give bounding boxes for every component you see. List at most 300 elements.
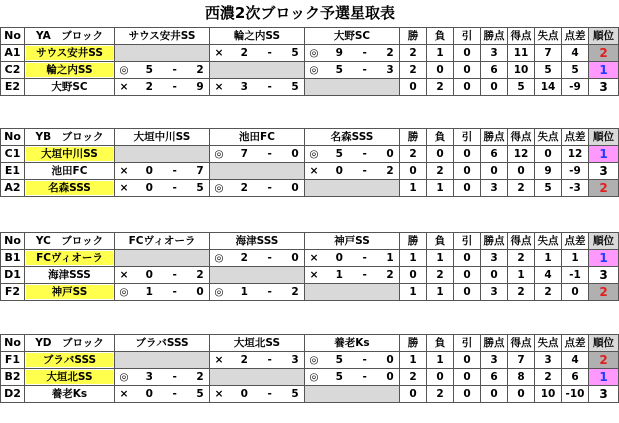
header-gf: 得点	[508, 233, 535, 250]
stat-cell: 0	[454, 79, 481, 96]
header-pts: 勝点	[481, 335, 508, 352]
page-title: 西濃2次ブロック予選星取表	[204, 4, 396, 22]
header-rank: 順位	[589, 335, 619, 352]
stat-cell: 0	[427, 146, 454, 163]
score-separator: -	[267, 182, 272, 194]
match-result	[305, 163, 400, 180]
column-team: 大垣北SS	[210, 335, 305, 352]
result-mark: ◎	[309, 371, 319, 383]
stat-cell: 0	[481, 163, 508, 180]
stat-cell: 1	[400, 180, 427, 197]
score-separator: -	[172, 165, 177, 177]
result-mark: ×	[214, 81, 224, 93]
stat-cell: 0	[535, 146, 562, 163]
stat-cell: 0	[454, 180, 481, 197]
score-value: 5	[196, 182, 204, 194]
score-value: 0	[335, 165, 343, 177]
score-value: 2	[196, 269, 204, 281]
stat-cell: 3	[481, 45, 508, 62]
score-separator: -	[362, 354, 367, 366]
header-row	[1, 233, 619, 250]
team-no: F1	[1, 352, 25, 369]
score-separator: -	[267, 252, 272, 264]
column-team: 大野SC	[305, 28, 400, 45]
match-result	[210, 352, 305, 369]
stat-cell: 2	[400, 369, 427, 386]
score-value: 2	[240, 182, 248, 194]
team-no: C2	[1, 62, 25, 79]
header-ga: 失点	[535, 233, 562, 250]
stat-cell: 7	[535, 45, 562, 62]
column-team: FCヴィオーラ	[115, 233, 210, 250]
stat-cell: 3	[535, 352, 562, 369]
score-value: 0	[386, 354, 394, 366]
self-cell	[115, 45, 210, 62]
stat-cell: 9	[535, 163, 562, 180]
team-row	[1, 163, 619, 180]
header-rank: 順位	[589, 233, 619, 250]
team-row	[1, 250, 619, 267]
match-score	[305, 45, 399, 61]
header-gf: 得点	[508, 28, 535, 45]
header-draw: 引	[454, 129, 481, 146]
result-mark: ◎	[309, 47, 319, 59]
stat-cell: 2	[400, 146, 427, 163]
stat-cell: 10	[535, 386, 562, 403]
match-score	[115, 386, 209, 402]
score-value: 2	[145, 81, 153, 93]
result-mark: ◎	[309, 148, 319, 160]
stat-cell: 7	[508, 352, 535, 369]
team-no: B2	[1, 369, 25, 386]
score-separator: -	[172, 64, 177, 76]
result-mark: ×	[309, 269, 319, 281]
match-result	[305, 369, 400, 386]
rank-badge: 3	[589, 267, 619, 284]
match-score	[115, 180, 209, 196]
column-team: 名森SSS	[305, 129, 400, 146]
result-mark: ◎	[214, 182, 224, 194]
stat-cell: 3	[481, 180, 508, 197]
rank-badge: 3	[589, 163, 619, 180]
score-separator: -	[362, 371, 367, 383]
score-value: 0	[291, 252, 299, 264]
header-ga: 失点	[535, 28, 562, 45]
match-score	[210, 352, 304, 368]
self-cell	[115, 352, 210, 369]
result-mark: ×	[119, 165, 129, 177]
team-no: D2	[1, 386, 25, 403]
stat-cell: 0	[481, 79, 508, 96]
stat-cell: 0	[400, 163, 427, 180]
header-no: No	[1, 28, 25, 45]
team-row	[1, 45, 619, 62]
team-name	[25, 386, 115, 403]
score-value: 2	[291, 286, 299, 298]
match-result	[115, 284, 210, 301]
score-value: 7	[196, 165, 204, 177]
score-value: 2	[240, 252, 248, 264]
score-value: 1	[145, 286, 153, 298]
rank-badge: 3	[589, 386, 619, 403]
team-name-label: ブラバSSS	[26, 353, 113, 367]
score-separator: -	[172, 182, 177, 194]
stat-cell: 1	[427, 250, 454, 267]
score-separator: -	[172, 286, 177, 298]
match-result	[210, 79, 305, 96]
stat-cell: 6	[562, 369, 589, 386]
match-result	[115, 163, 210, 180]
stat-cell: -1	[562, 267, 589, 284]
self-cell	[115, 250, 210, 267]
stat-cell: 0	[427, 62, 454, 79]
team-no: D1	[1, 267, 25, 284]
score-value: 1	[386, 252, 394, 264]
stat-cell: 0	[454, 369, 481, 386]
stat-cell: 1	[535, 250, 562, 267]
column-team: 池田FC	[210, 129, 305, 146]
header-row	[1, 129, 619, 146]
score-value: 5	[335, 371, 343, 383]
stat-cell: 0	[454, 250, 481, 267]
stat-cell: 1	[427, 352, 454, 369]
result-mark: ◎	[214, 252, 224, 264]
team-row	[1, 180, 619, 197]
rank-badge: 2	[589, 352, 619, 369]
match-result	[305, 45, 400, 62]
rank-badge: 1	[589, 62, 619, 79]
stat-cell: 10	[508, 62, 535, 79]
block-name: YC ブロック	[25, 233, 115, 250]
match-result	[210, 386, 305, 403]
stat-cell: 2	[427, 386, 454, 403]
stat-cell: 1	[427, 180, 454, 197]
match-score	[305, 163, 399, 179]
result-mark: ◎	[214, 286, 224, 298]
score-value: 0	[335, 252, 343, 264]
header-lose: 負	[427, 28, 454, 45]
match-result	[210, 146, 305, 163]
team-name-label: 神戸SS	[26, 285, 113, 299]
stat-cell: 2	[400, 62, 427, 79]
stat-cell: 4	[562, 352, 589, 369]
block-table-yd	[0, 334, 619, 403]
header-pts: 勝点	[481, 28, 508, 45]
match-result	[115, 62, 210, 79]
score-value: 1	[240, 286, 248, 298]
header-pts: 勝点	[481, 233, 508, 250]
stat-cell: 1	[400, 250, 427, 267]
score-value: 0	[386, 371, 394, 383]
team-no: C1	[1, 146, 25, 163]
stat-cell: 5	[508, 79, 535, 96]
team-name-label: 海津SSS	[48, 269, 91, 281]
score-value: 5	[196, 388, 204, 400]
stat-cell: 0	[427, 369, 454, 386]
match-score	[305, 62, 399, 78]
stat-cell: -9	[562, 163, 589, 180]
score-value: 3	[386, 64, 394, 76]
match-result	[115, 79, 210, 96]
header-gf: 得点	[508, 129, 535, 146]
result-mark: ◎	[119, 371, 129, 383]
header-lose: 負	[427, 233, 454, 250]
column-team: 輪之内SS	[210, 28, 305, 45]
team-name	[25, 369, 115, 386]
result-mark: ×	[214, 354, 224, 366]
header-rank: 順位	[589, 129, 619, 146]
stat-cell: 0	[454, 62, 481, 79]
stat-cell: 14	[535, 79, 562, 96]
stat-cell: 0	[562, 284, 589, 301]
stat-cell: -10	[562, 386, 589, 403]
match-score	[210, 45, 304, 61]
stat-cell: 0	[481, 386, 508, 403]
self-cell	[305, 180, 400, 197]
score-separator: -	[267, 148, 272, 160]
stat-cell: 4	[562, 45, 589, 62]
header-win: 勝	[400, 28, 427, 45]
self-cell	[210, 369, 305, 386]
score-value: 2	[386, 269, 394, 281]
rank-badge: 2	[589, 180, 619, 197]
header-no: No	[1, 129, 25, 146]
team-name	[25, 163, 115, 180]
score-separator: -	[172, 371, 177, 383]
self-cell	[210, 163, 305, 180]
header-gf: 得点	[508, 335, 535, 352]
result-mark: ◎	[309, 354, 319, 366]
score-value: 2	[196, 371, 204, 383]
score-separator: -	[362, 165, 367, 177]
stat-cell: 2	[427, 79, 454, 96]
team-name-label: サウス安井SS	[26, 46, 113, 60]
team-name	[25, 250, 115, 267]
result-mark: ×	[119, 81, 129, 93]
match-score	[305, 250, 399, 266]
score-value: 0	[145, 269, 153, 281]
score-separator: -	[267, 47, 272, 59]
team-name-label: 輪之内SS	[26, 63, 113, 77]
team-name-label: 大垣北SS	[26, 370, 113, 384]
match-score	[115, 62, 209, 78]
team-name	[25, 45, 115, 62]
stat-cell: 1	[508, 267, 535, 284]
team-name	[25, 79, 115, 96]
score-separator: -	[267, 286, 272, 298]
match-result	[305, 250, 400, 267]
result-mark: ×	[309, 165, 319, 177]
stat-cell: 3	[481, 250, 508, 267]
header-gd: 点差	[562, 28, 589, 45]
stat-cell: 1	[427, 284, 454, 301]
match-result	[210, 180, 305, 197]
match-score	[115, 267, 209, 283]
team-no: E1	[1, 163, 25, 180]
match-result	[210, 45, 305, 62]
rank-badge: 3	[589, 79, 619, 96]
score-value: 3	[145, 371, 153, 383]
match-score	[115, 284, 209, 300]
match-result	[115, 386, 210, 403]
team-no: A2	[1, 180, 25, 197]
header-no: No	[1, 335, 25, 352]
score-value: 0	[145, 182, 153, 194]
header-pts: 勝点	[481, 129, 508, 146]
match-result	[115, 369, 210, 386]
header-draw: 引	[454, 28, 481, 45]
score-value: 2	[240, 47, 248, 59]
stat-cell: 1	[562, 250, 589, 267]
header-no: No	[1, 233, 25, 250]
team-row	[1, 284, 619, 301]
stat-cell: 0	[454, 45, 481, 62]
score-separator: -	[362, 269, 367, 281]
result-mark: ×	[119, 269, 129, 281]
match-score	[305, 146, 399, 162]
stat-cell: 2	[427, 163, 454, 180]
match-result	[115, 267, 210, 284]
stat-cell: 2	[400, 45, 427, 62]
block-table-ya	[0, 27, 619, 96]
score-value: 7	[240, 148, 248, 160]
score-value: 0	[291, 182, 299, 194]
team-no: F2	[1, 284, 25, 301]
stat-cell: 0	[454, 146, 481, 163]
score-value: 0	[145, 165, 153, 177]
score-value: 5	[335, 148, 343, 160]
score-value: 0	[145, 388, 153, 400]
header-gd: 点差	[562, 129, 589, 146]
match-result	[305, 352, 400, 369]
stat-cell: 5	[535, 62, 562, 79]
team-name	[25, 284, 115, 301]
match-score	[115, 79, 209, 95]
rank-badge: 1	[589, 369, 619, 386]
stat-cell: 0	[454, 267, 481, 284]
team-name	[25, 352, 115, 369]
stat-cell: 0	[481, 267, 508, 284]
block-name: YB ブロック	[25, 129, 115, 146]
header-lose: 負	[427, 129, 454, 146]
stat-cell: 6	[481, 62, 508, 79]
stat-cell: 12	[508, 146, 535, 163]
block-table-yb	[0, 128, 619, 197]
score-value: 0	[291, 148, 299, 160]
header-rank: 順位	[589, 28, 619, 45]
stat-cell: 4	[535, 267, 562, 284]
column-team: 養老Ks	[305, 335, 400, 352]
match-result	[210, 250, 305, 267]
stat-cell: -9	[562, 79, 589, 96]
self-cell	[305, 79, 400, 96]
stat-cell: 12	[562, 146, 589, 163]
header-draw: 引	[454, 233, 481, 250]
stat-cell: 0	[508, 386, 535, 403]
match-score	[305, 267, 399, 283]
score-value: 0	[196, 286, 204, 298]
header-win: 勝	[400, 233, 427, 250]
header-ga: 失点	[535, 335, 562, 352]
score-value: 0	[386, 148, 394, 160]
team-name	[25, 62, 115, 79]
score-separator: -	[267, 81, 272, 93]
stat-cell: 2	[535, 369, 562, 386]
match-score	[305, 352, 399, 368]
team-row	[1, 369, 619, 386]
header-lose: 負	[427, 335, 454, 352]
stat-cell: 3	[481, 284, 508, 301]
score-separator: -	[362, 47, 367, 59]
result-mark: ◎	[309, 64, 319, 76]
score-value: 1	[335, 269, 343, 281]
match-score	[115, 163, 209, 179]
score-separator: -	[362, 64, 367, 76]
team-name-label: 大野SC	[51, 81, 88, 93]
self-cell	[305, 284, 400, 301]
self-cell	[115, 146, 210, 163]
result-mark: ×	[119, 388, 129, 400]
rank-badge: 2	[589, 284, 619, 301]
score-value: 5	[291, 47, 299, 59]
match-score	[210, 146, 304, 162]
team-name	[25, 146, 115, 163]
score-separator: -	[172, 388, 177, 400]
team-name-label: 名森SSS	[26, 181, 113, 195]
score-value: 2	[196, 64, 204, 76]
team-no: B1	[1, 250, 25, 267]
match-result	[305, 267, 400, 284]
score-value: 9	[196, 81, 204, 93]
score-value: 5	[291, 388, 299, 400]
column-team: 神戸SS	[305, 233, 400, 250]
team-name	[25, 267, 115, 284]
stat-cell: 3	[481, 352, 508, 369]
stat-cell: 5	[562, 62, 589, 79]
stat-cell: 6	[481, 146, 508, 163]
column-team: 大垣中川SS	[115, 129, 210, 146]
team-name-label: 池田FC	[51, 165, 88, 177]
score-separator: -	[267, 388, 272, 400]
stat-cell: 0	[400, 267, 427, 284]
score-separator: -	[362, 148, 367, 160]
team-row	[1, 146, 619, 163]
match-score	[210, 250, 304, 266]
team-name-label: FCヴィオーラ	[26, 251, 113, 265]
stat-cell: 2	[508, 180, 535, 197]
score-separator: -	[267, 354, 272, 366]
match-score	[210, 180, 304, 196]
self-cell	[305, 386, 400, 403]
stat-cell: 5	[535, 180, 562, 197]
score-value: 2	[240, 354, 248, 366]
stat-cell: 2	[535, 284, 562, 301]
header-gd: 点差	[562, 233, 589, 250]
stat-cell: 1	[400, 284, 427, 301]
match-score	[305, 369, 399, 385]
stat-cell: 0	[400, 79, 427, 96]
result-mark: ◎	[119, 286, 129, 298]
match-result	[115, 180, 210, 197]
score-value: 9	[335, 47, 343, 59]
result-mark: ×	[119, 182, 129, 194]
team-name-label: 養老Ks	[51, 388, 88, 400]
stat-cell: 2	[508, 284, 535, 301]
stat-cell: 0	[454, 163, 481, 180]
self-cell	[210, 267, 305, 284]
match-result	[210, 284, 305, 301]
result-mark: ×	[214, 388, 224, 400]
